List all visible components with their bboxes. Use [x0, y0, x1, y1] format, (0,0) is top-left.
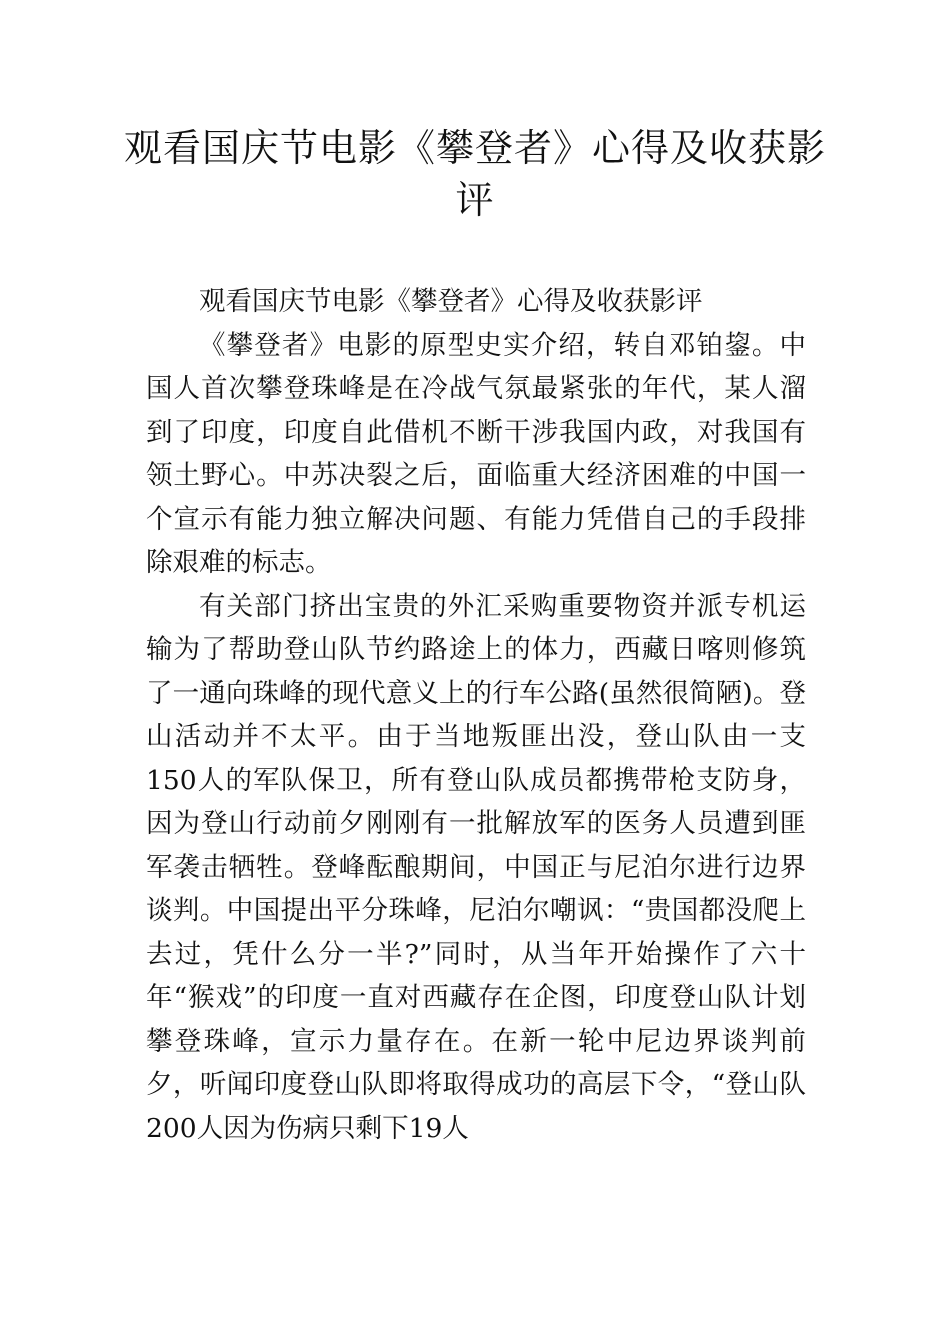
document-title: 观看国庆节电影《攀登者》心得及收获影评: [123, 126, 826, 222]
paragraph-1: 观看国庆节电影《攀登者》心得及收获影评: [199, 286, 703, 317]
paragraph-2: 《攀登者》电影的原型史实介绍，转自邓铂鋆。中国人首次攀登珠峰是在冷战气氛最紧张的年代，某人溜到了印度，印度自此借机不断干涉我国内政，对我国有领土野心。中苏决裂之后，面临重大经济困难的中国一个宣示有能力独立解决问题、有能力凭借自己的手段排除艰难的标志。: [146, 329, 806, 578]
document-body: [146, 280, 806, 1150]
paragraph-3: 有关部门挤出宝贵的外汇采购重要物资并派专机运输为了帮助登山队节约路途上的体力，西藏日喀则修筑了一通向珠峰的现代意义上的行车公路(虽然很简陋)。登山活动并不太平。由于当地叛匪出没，登山队由一支150人的军队保卫，所有登山队成员都携带枪支防身，因为登山行动前夕刚刚有一批解放军的医务人员遭到匪军袭击牺牲。登峰酝酿期间，中国正与尼泊尔进行边界谈判。中国提出平分珠峰，尼泊尔嘲讽：“贵国都没爬上去过，凭什么分一半?”同时，从当年开始操作了六十年“猴戏”的印度一直对西藏存在企图，印度登山队计划攀登珠峰，宣示力量存在。在新一轮中尼边界谈判前夕，听闻印度登山队即将取得成功的高层下令，“登山队200人因为伤病只剩下19人: [146, 590, 806, 1144]
